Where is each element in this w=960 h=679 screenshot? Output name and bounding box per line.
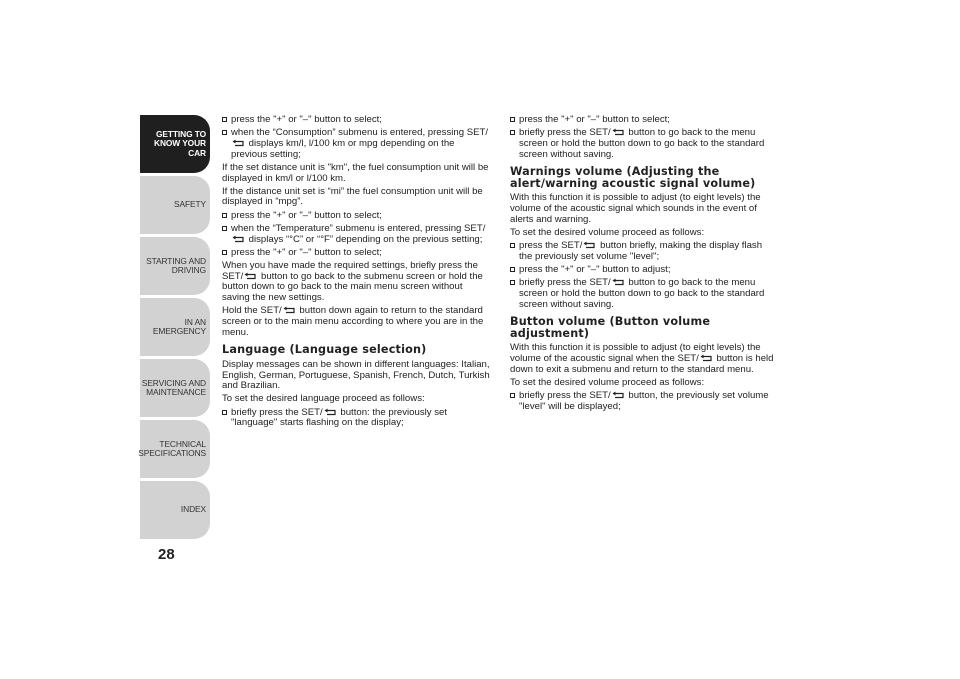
list-item: briefly press the SET/ button to go back to the menu screen or hold the button down to go back to the standard screen without saving. <box>510 128 778 160</box>
tab-in-an-emergency[interactable]: IN AN EMERGENCY <box>140 298 210 356</box>
back-arrow-icon <box>612 128 625 136</box>
back-arrow-icon <box>232 235 245 243</box>
paragraph: To set the desired language proceed as follows: <box>222 393 425 405</box>
tab-getting-to-know-your-car[interactable]: GETTING TO KNOW YOUR CAR <box>140 115 210 173</box>
paragraph: To set the desired volume proceed as follows: <box>510 226 705 238</box>
back-arrow-icon <box>612 391 625 399</box>
paragraph: To set the desired volume proceed as follows: <box>510 376 705 388</box>
page-number: 28 <box>158 546 175 563</box>
chapter-sidebar <box>140 115 210 542</box>
tab-starting-and-driving[interactable]: STARTING AND DRIVING <box>140 237 210 295</box>
paragraph: If the set distance unit is "km", the fuel consumption unit will be displayed in km/l or l/100 km. <box>222 161 489 184</box>
tab-servicing-and-maintenance[interactable]: SERVICING AND MAINTENANCE <box>140 359 210 417</box>
list-item: briefly press the SET/ button to go back to the menu screen or hold the button down to go back to the standard screen without saving. <box>510 278 778 310</box>
section-heading-button-volume: Button volume (Button volume adjustment) <box>510 315 711 340</box>
paragraph: With this function it is possible to adjust (to eight levels) the volume of the acoustic signal when the SET/ button is held down to exit a submenu and return to the standard menu. <box>510 342 774 375</box>
list-item: press the SET/ button briefly, making the display flash the previously set volume "level"; <box>510 241 778 262</box>
paragraph: With this function it is possible to adjust (to eight levels) the volume of the acoustic signal which sounds in the event of alerts and warning. <box>510 192 761 225</box>
back-arrow-icon <box>232 139 245 147</box>
list-item: when the “Consumption” submenu is entered, pressing SET/ displays km/l, l/100 km or mpg depending on the previous setting; <box>222 128 492 160</box>
back-arrow-icon <box>583 241 596 249</box>
left-column <box>222 115 492 432</box>
tab-safety[interactable]: SAFETY <box>140 176 210 234</box>
tab-index[interactable]: INDEX <box>140 481 210 539</box>
tab-technical-specifications[interactable]: TECHNICAL SPECIFICATIONS <box>140 420 210 478</box>
list-item: press the "+" or "–" button to select; <box>510 115 778 126</box>
list-item: press the "+" or "–" button to select; <box>222 248 492 259</box>
right-column <box>510 115 778 415</box>
back-arrow-icon <box>324 408 337 416</box>
paragraph: Display messages can be shown in different languages: Italian, English, German, Portuguese, Spanish, French, Dutch, Turkish and Brazilian. <box>222 358 490 392</box>
back-arrow-icon <box>244 272 257 280</box>
section-heading-warnings-volume: Warnings volume (Adjusting the alert/warning acoustic signal volume) <box>510 165 756 190</box>
list-item: press the "+" or "–" button to select; <box>222 211 492 222</box>
list-item: press the "+" or "–" button to adjust; <box>510 265 778 276</box>
paragraph: If the distance unit set is “mi” the fuel consumption unit will be displayed in “mpg”. <box>222 185 483 208</box>
list-item: briefly press the SET/ button: the previously set "language" starts flashing on the display; <box>222 408 492 429</box>
back-arrow-icon <box>700 354 713 362</box>
section-heading-language: Language (Language selection) <box>222 343 427 357</box>
list-item: briefly press the SET/ button, the previously set volume "level" will be displayed; <box>510 391 778 412</box>
list-item: press the "+" or "–" button to select; <box>222 115 492 126</box>
paragraph: When you have made the required settings, briefly press the SET/ button to go back to the submenu screen or hold the button down to go back to the main menu screen without saving the new settings. <box>222 259 483 304</box>
paragraph: Hold the SET/ button down again to return to the standard screen or to the main menu according to where you are in the menu. <box>222 305 484 338</box>
back-arrow-icon <box>283 306 296 314</box>
list-item: when the “Temperature” submenu is entered, pressing SET/ displays “°C” or “°F” depending on the previous setting; <box>222 224 492 245</box>
back-arrow-icon <box>612 278 625 286</box>
